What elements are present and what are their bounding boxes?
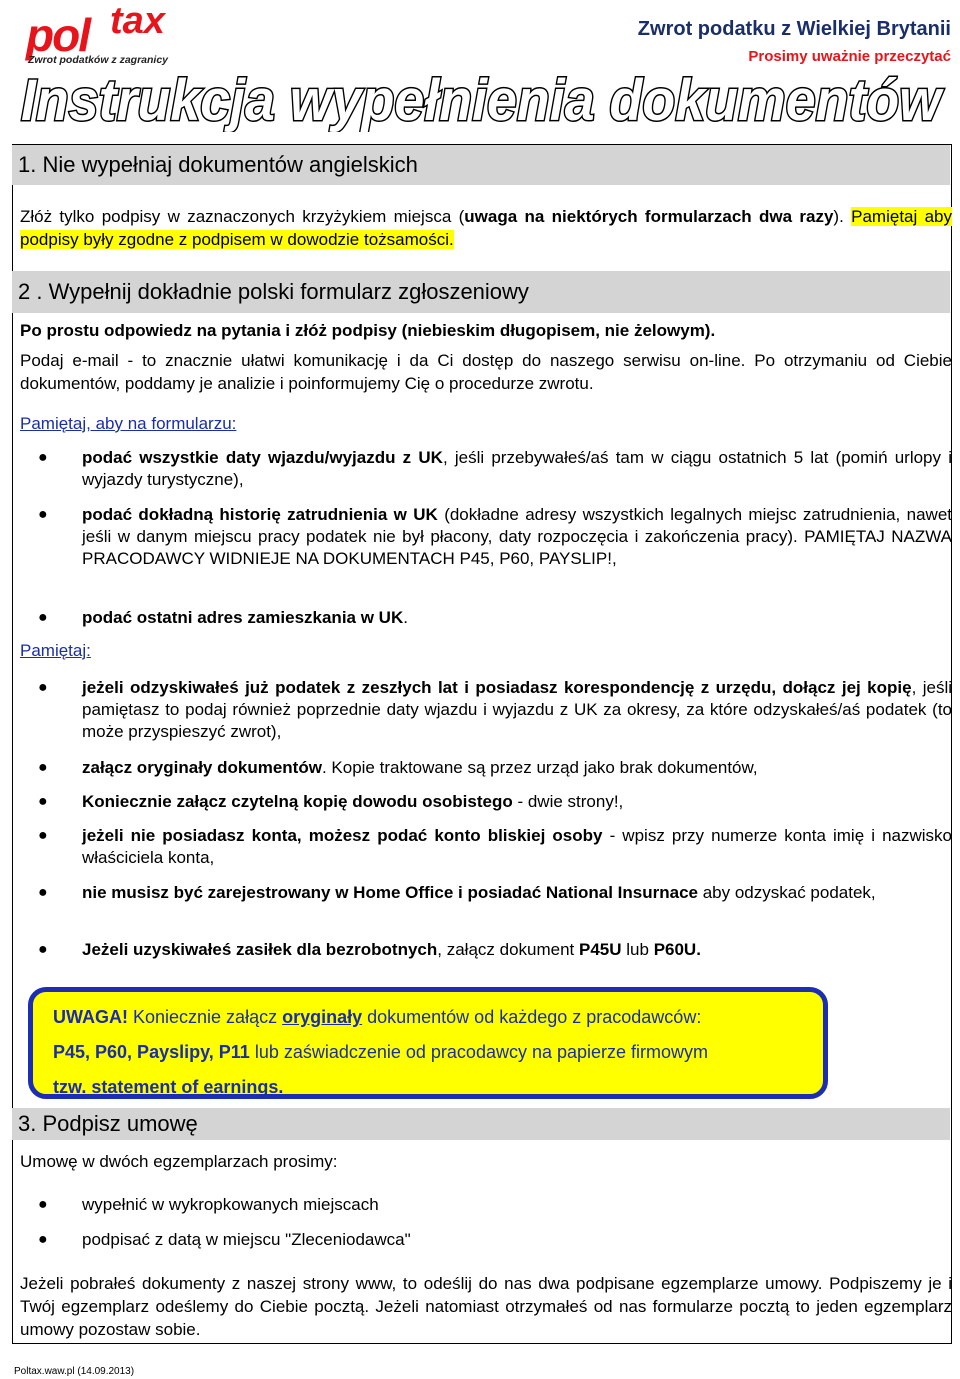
header-subtitle: Prosimy uważnie przeczytać [748, 48, 951, 65]
remember-form-label: Pamiętaj, aby na formularzu: [20, 414, 237, 433]
bullet-dot: ● [38, 1196, 48, 1213]
instruction-banner [16, 70, 946, 132]
bullet-dot: ● [38, 449, 48, 466]
list-item: podpisać z datą w miejscu "Zleceniodawca" [82, 1230, 411, 1249]
bullet-dot: ● [38, 1231, 48, 1248]
list-item: podać ostatni adres zamieszkania w UK. [82, 608, 408, 627]
bullet-dot: ● [38, 506, 48, 523]
footer-text: Poltax.waw.pl (14.09.2013) [14, 1366, 135, 1377]
logo-tagline: Zwrot podatków z zagranicy [28, 54, 169, 66]
section3-intro: Umowę w dwóch egzemplarzach prosimy: [20, 1152, 338, 1171]
section2-email-paragraph: Podaj e-mail - to znacznie ułatwi komunikację i da Ci dostęp do naszego serwisu on-line. Po otrzymaniu od Ciebie dokumentów, poddamy je analizie i poinformujemy Cię o procedurze zwrotu. [20, 351, 952, 393]
warning-line-1: UWAGA! Koniecznie załącz oryginały dokumentów od każdego z pracodawców: [53, 1007, 702, 1027]
warning-line-3: tzw. statement of earnings. [53, 1077, 284, 1097]
section1-heading: 1. Nie wypełniaj dokumentów angielskich [12, 145, 950, 185]
warning-line-2: P45, P60, Payslipy, P11 lub zaświadczenie od pracodawcy na papierze firmowym [53, 1042, 709, 1062]
bullet-dot: ● [38, 609, 48, 626]
list-item: Koniecznie załącz czytelną kopię dowodu osobistego - dwie strony!, [82, 792, 624, 811]
list-item: załącz oryginały dokumentów. Kopie traktowane są przez urząd jako brak dokumentów, [82, 758, 758, 777]
list-item: jeżeli nie posiadasz konta, możesz podać konto bliskiej osoby - wpisz przy numerze konta imię i nazwisko właściciela konta, [82, 826, 952, 867]
section2-lead: Po prostu odpowiedz na pytania i złóż podpisy (niebieskim długopisem, nie żelowym). [20, 321, 716, 340]
warning-box [28, 987, 828, 1099]
list-item: wypełnić w wykropkowanych miejscach [82, 1195, 379, 1214]
remember-label: Pamiętaj: [20, 641, 91, 660]
list-item: nie musisz być zarejestrowany w Home Office i posiadać National Insurnace aby odzyskać podatek, [82, 883, 876, 902]
section2-heading: 2 . Wypełnij dokładnie polski formularz zgłoszeniowy [12, 271, 950, 313]
bullet-dot: ● [38, 759, 48, 776]
list-item: Jeżeli uzyskiwałeś zasiłek dla bezrobotnych, załącz dokument P45U lub P60U. [82, 940, 701, 959]
bullet-dot: ● [38, 679, 48, 696]
section3-heading: 3. Podpisz umowę [12, 1108, 950, 1140]
section1-paragraph: Złóż tylko podpisy w zaznaczonych krzyżykiem miejsca (uwaga na niektórych formularzach dwa razy). Pamiętaj aby podpisy były zgodne z podpisem w dowodzie tożsamości. [20, 207, 953, 249]
bullet-dot: ● [38, 884, 48, 901]
header-title: Zwrot podatku z Wielkiej Brytanii [637, 18, 951, 40]
banner-text: Instrukcja wypełnienia dokumentów [21, 70, 945, 132]
list-item: jeżeli odzyskiwałeś już podatek z zeszłych lat i posiadasz korespondencję z urzędu, dołącz jej kopię, jeśli pamiętasz to podaj również poprzednie daty wjazdu i wyjazdu z UK za okresy, za które odzyskałeś/aś podatek (to może przyspieszyć zwrot), [82, 678, 953, 741]
poltax-logo [26, 0, 176, 68]
signature-highlight: Pamiętaj aby podpisy były zgodne z podpisem w dowodzie tożsamości. [20, 207, 953, 249]
logo-main-text: pol [26, 9, 89, 61]
bullet-dot: ● [38, 941, 48, 958]
bullet-dot: ● [38, 793, 48, 810]
list-item: podać dokładną historię zatrudnienia w UK (dokładne adresy wszystkich legalnych miejsc zatrudnienia, nawet jeśli w danym miejscu pracy podatek nie był płacony, daty rozpoczęcia i zakończenia pracy). PAMIĘTAJ NAZWA PRACODAWCY WIDNIEJE NA DOKUMENTACH P45, P60, PAYSLIP!, [82, 505, 953, 568]
bullet-dot: ● [38, 827, 48, 844]
list-item: podać wszystkie daty wjazdu/wyjazdu z UK, jeśli przebywałeś/aś tam w ciągu ostatnich 5 lat (pomiń urlopy i wyjazdy turystyczne), [82, 448, 952, 489]
section3-closing: Jeżeli pobrałeś dokumenty z naszej strony www, to odeślij do nas dwa podpisane egzemplarze umowy. Podpiszemy je i Twój egzemplarz odeślemy do Ciebie pocztą. Jeżeli natomiast otrzymałeś od nas formularze pocztą to jeden egzemplarz umowy pozostaw sobie. [20, 1274, 952, 1339]
logo-accent-text: tax [110, 0, 165, 42]
